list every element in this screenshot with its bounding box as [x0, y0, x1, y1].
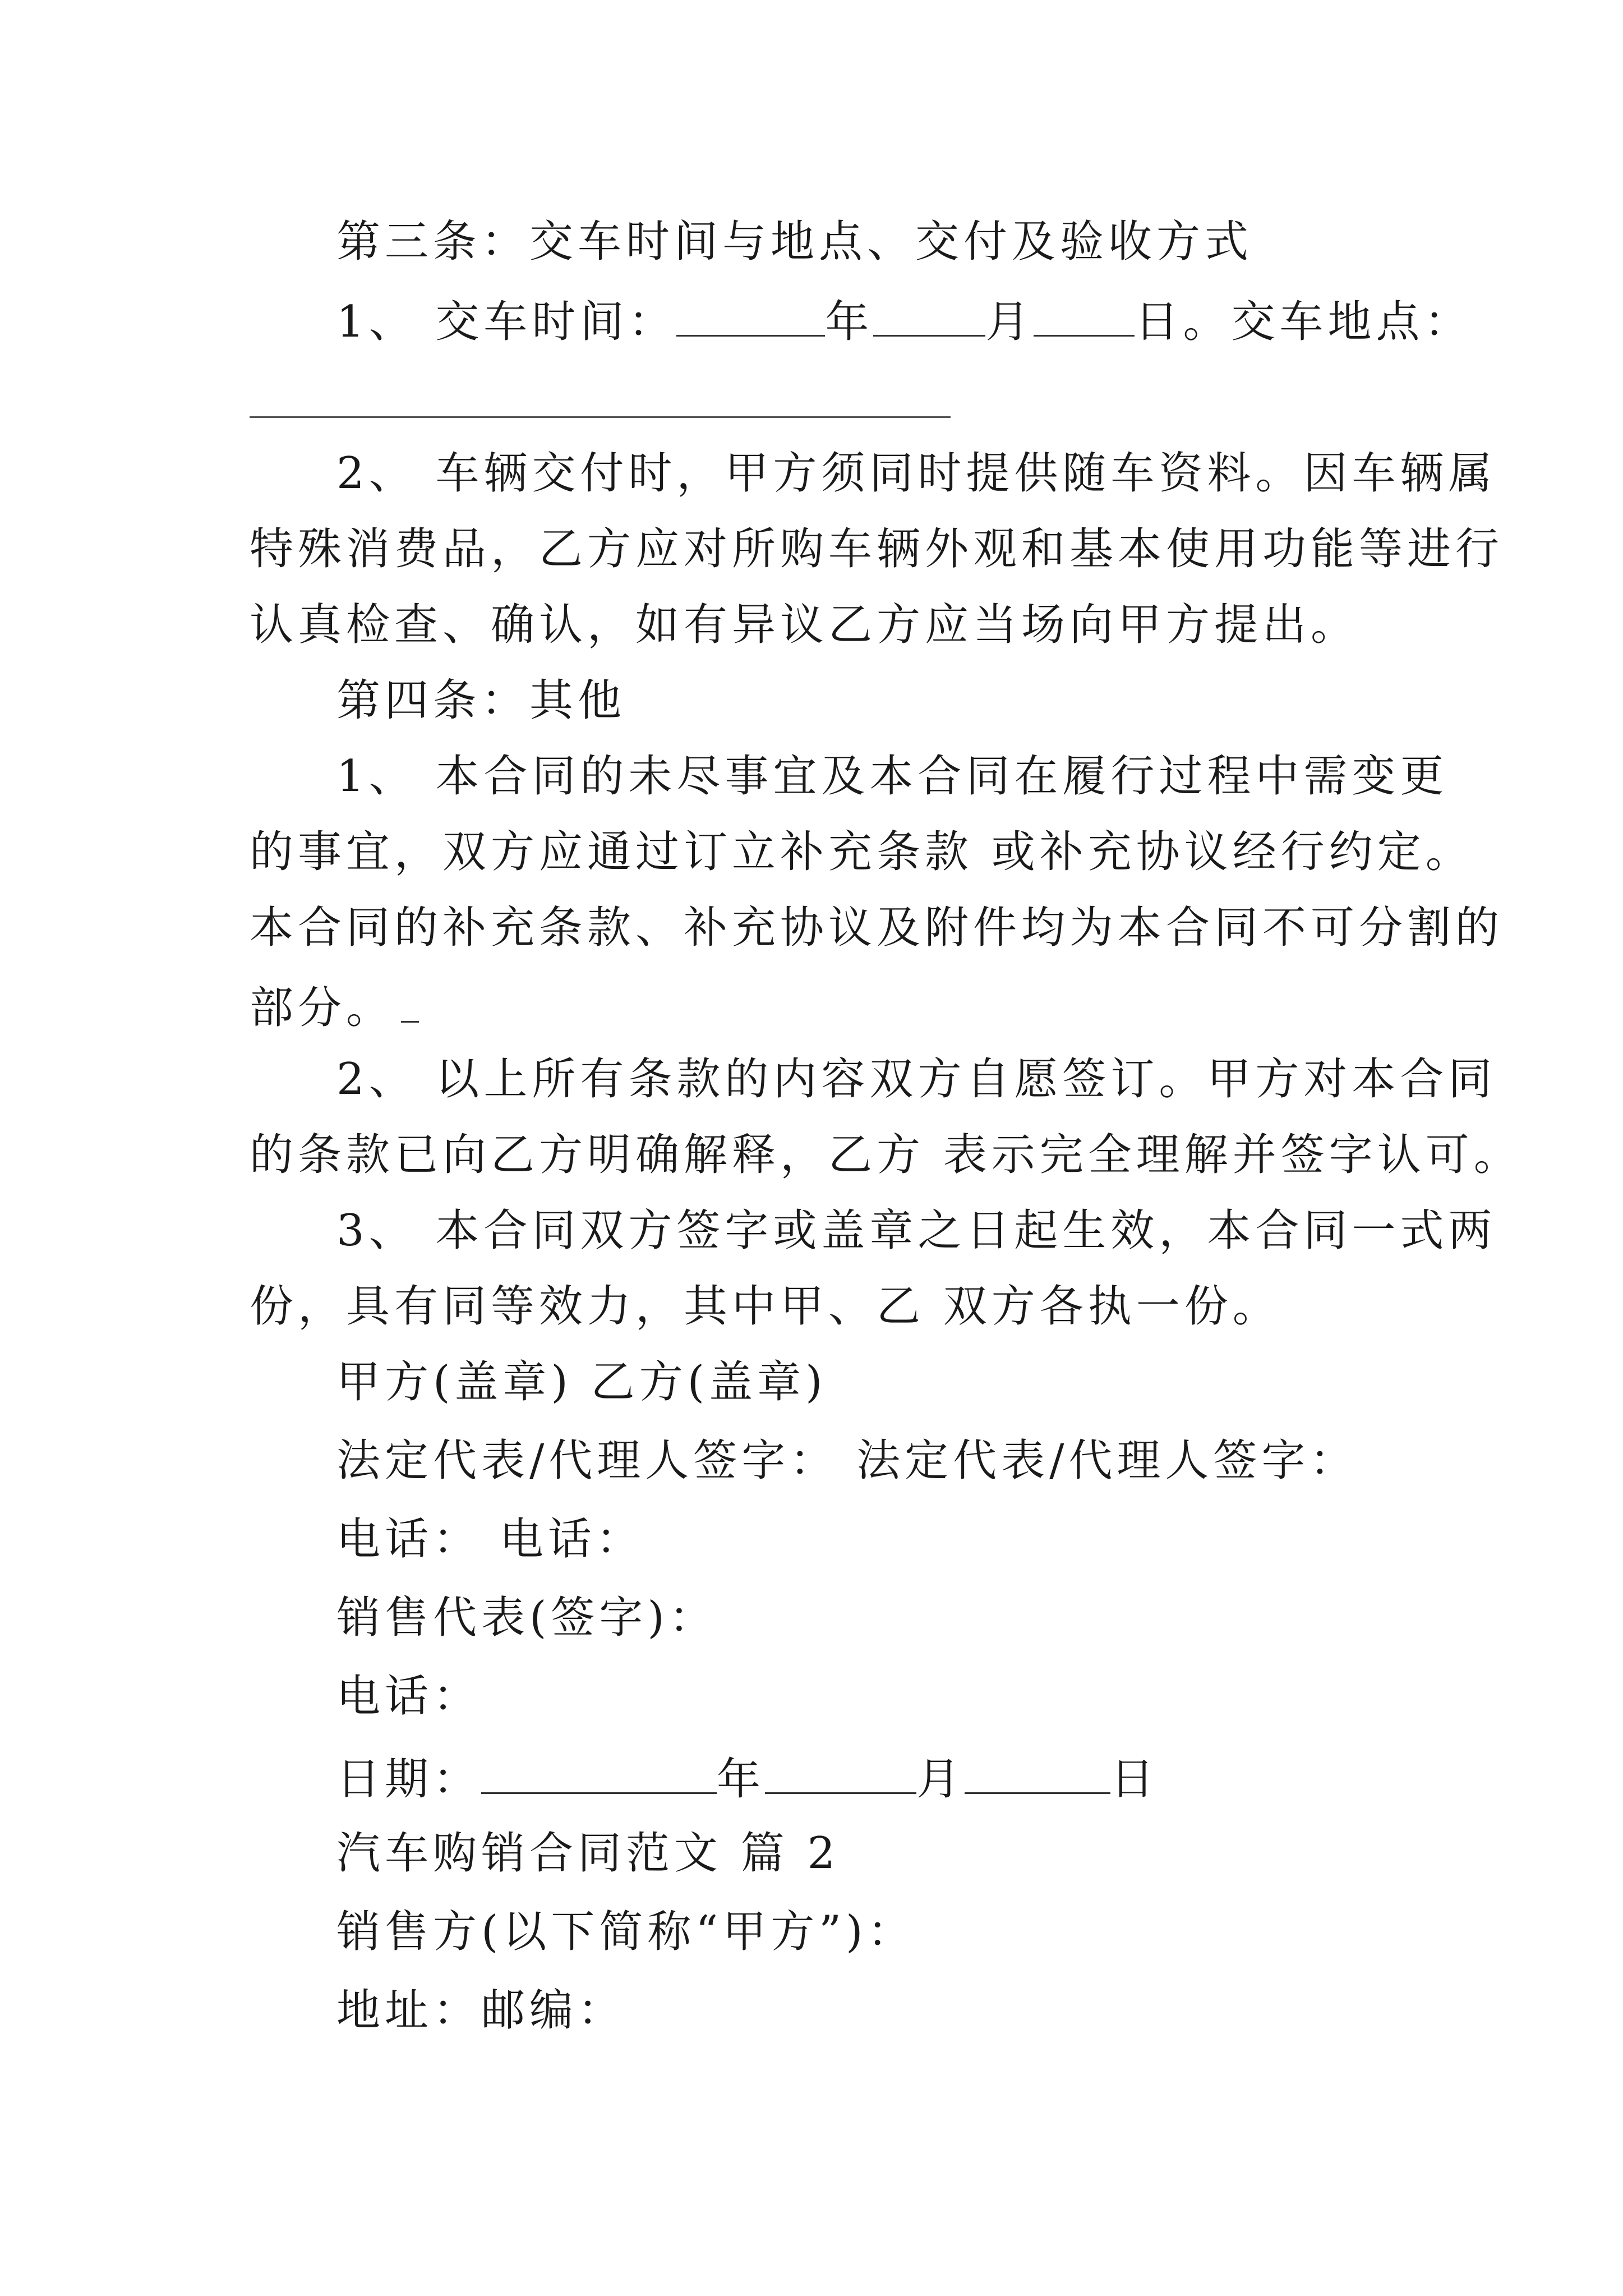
- day-blank: [1034, 296, 1135, 337]
- month-label: 月: [985, 297, 1034, 348]
- a4-item3-line-2: 份，具有同等效力，其中甲、乙 双方各执一份。: [250, 1281, 1281, 1332]
- article3-title: 第三条：交车时间与地点、交付及验收方式: [336, 217, 1253, 267]
- date-year-blank: [481, 1753, 717, 1794]
- a4-item1-line-2: 的事宜，双方应通过订立补充条款 或补充协议经行约定。: [250, 827, 1474, 877]
- seal-line: 甲方(盖章) 乙方(盖章): [336, 1357, 827, 1407]
- day-and-place-label: 日。交车地点：: [1135, 297, 1473, 348]
- item2-line-3: 认真检查、确认，如有异议乙方应当场向甲方提出。: [250, 600, 1359, 650]
- phone-single-line: 电话：: [336, 1671, 482, 1722]
- a4-item1-line-4: [250, 982, 419, 1034]
- date-year-label: 年: [717, 1754, 766, 1805]
- a4-item3-line-1: 3、 本合同双方签字或盖章之日起生效，本合同一式两: [336, 1205, 1497, 1256]
- delivery-place-blank: [250, 416, 951, 418]
- year-label: 年: [825, 297, 874, 348]
- month-blank: [873, 296, 985, 337]
- a4-item2-line-2: 的条款已向乙方明确解释，乙方 表示完全理解并签字认可。: [250, 1130, 1522, 1180]
- phone-line: 电话： 电话：: [336, 1514, 644, 1565]
- date-line: [336, 1753, 1159, 1805]
- a4-item1-line-1: 1、 本合同的未尽事宜及本合同在履行过程中需变更: [336, 751, 1449, 802]
- date-month-blank: [765, 1753, 916, 1794]
- seller-line: 销售方(以下简称“甲方”)：: [336, 1907, 916, 1957]
- date-day-blank: [965, 1753, 1110, 1794]
- section2-title: 汽车购销合同范文 篇 2: [336, 1828, 840, 1879]
- item2-line-2: 特殊消费品，乙方应对所购车辆外观和基本使用功能等进行: [250, 524, 1504, 574]
- item2-line-1: 2、 车辆交付时，甲方须同时提供随车资料。因车辆属: [336, 448, 1497, 499]
- date-day-label: 日: [1110, 1754, 1159, 1805]
- date-label: 日期：: [336, 1754, 482, 1805]
- date-month-label: 月: [916, 1754, 965, 1805]
- trailing-underscore: [401, 982, 419, 1023]
- delivery-time-line: [336, 296, 1473, 348]
- year-blank: [676, 296, 825, 337]
- a4-item1-line-3: 本合同的补充条款、补充协议及附件均为本合同不可分割的: [250, 903, 1504, 953]
- delivery-time-label: 1、 交车时间：: [336, 297, 677, 348]
- a4-item2-line-1: 2、 以上所有条款的内容双方自愿签订。甲方对本合同: [336, 1054, 1497, 1105]
- article4-title: 第四条：其他: [336, 675, 626, 726]
- representative-line: 法定代表/代理人签字： 法定代表/代理人签字：: [336, 1435, 1358, 1486]
- a4-item1-line-4-text: 部分。: [250, 983, 395, 1034]
- sales-rep-line: 销售代表(签字)：: [336, 1593, 717, 1643]
- address-line: 地址：邮编：: [336, 1985, 626, 2036]
